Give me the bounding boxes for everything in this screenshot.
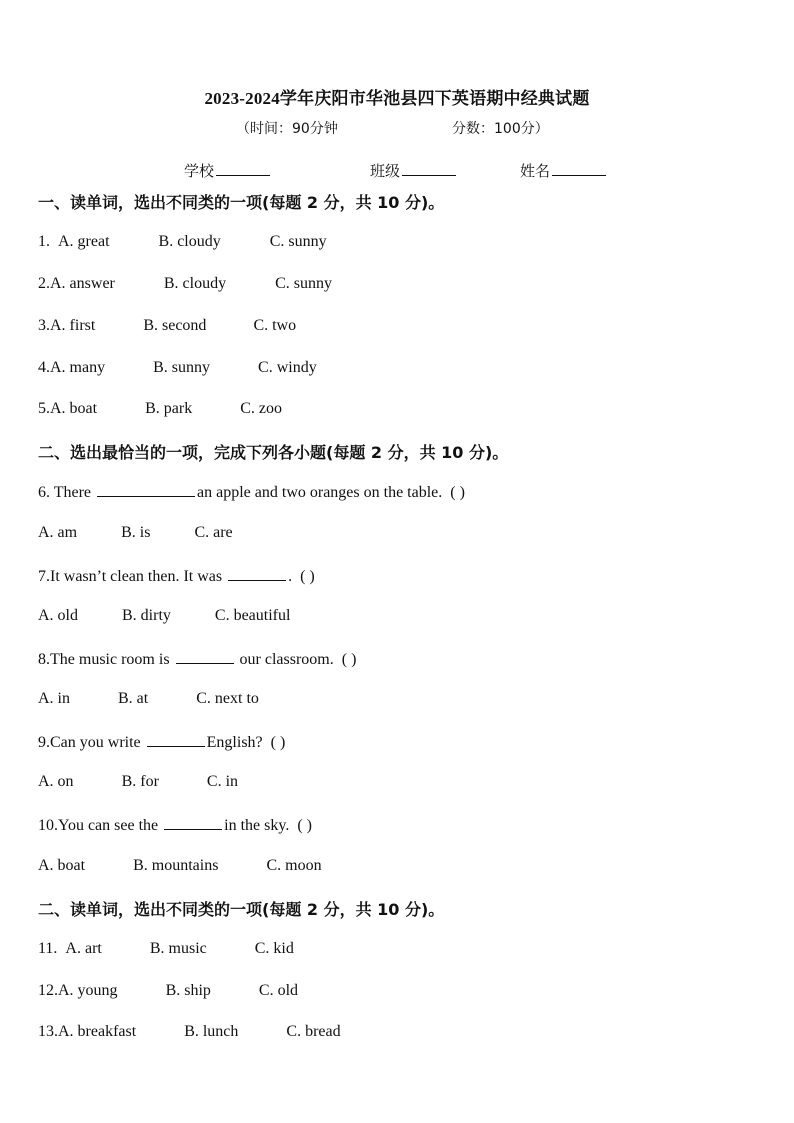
answer-blank[interactable] xyxy=(164,815,222,830)
section-title: 一、读单词，选出不同类的一项(每题 2 分，共 10 分)。 xyxy=(38,193,445,212)
option-b[interactable]: B. mountains xyxy=(133,857,219,874)
question-13 xyxy=(38,1023,341,1041)
school-field xyxy=(184,160,270,181)
option-c[interactable]: C. in xyxy=(206,773,239,790)
question-number: 10. xyxy=(38,817,58,834)
class-label: 班级 xyxy=(370,162,401,180)
option-a[interactable]: A. boat xyxy=(38,857,86,874)
question-9-options xyxy=(38,773,238,791)
answer-blank[interactable] xyxy=(97,482,195,497)
option-a[interactable]: A. am xyxy=(38,524,78,541)
question-7-options xyxy=(38,607,290,625)
question-number: 9. xyxy=(38,734,50,751)
question-3 xyxy=(38,317,296,335)
section-title: 二、选出最恰当的一项，完成下列各小题(每题 2 分，共 10 分)。 xyxy=(38,443,509,462)
option-b[interactable]: B. sunny xyxy=(153,359,211,376)
name-field xyxy=(520,160,606,181)
option-c[interactable]: C. zoo xyxy=(240,400,282,417)
exam-time: （时间：90分钟 xyxy=(236,121,338,137)
question-12 xyxy=(38,982,298,1000)
option-b[interactable]: B. cloudy xyxy=(163,275,227,292)
option-c[interactable]: C. bread xyxy=(286,1023,341,1040)
answer-paren[interactable]: ( ) xyxy=(270,734,286,751)
question-2 xyxy=(38,275,332,293)
option-c[interactable]: C. moon xyxy=(266,857,322,874)
option-a[interactable]: A. on xyxy=(38,773,74,790)
answer-blank[interactable] xyxy=(147,732,205,747)
question-text-after: . xyxy=(288,568,293,585)
name-label: 姓名 xyxy=(520,162,551,180)
option-b[interactable]: B. for xyxy=(121,773,159,790)
section-title: 二、读单词，选出不同类的一项(每题 2 分，共 10 分)。 xyxy=(38,900,445,919)
option-c[interactable]: C. sunny xyxy=(275,275,332,292)
question-9 xyxy=(38,732,285,752)
question-text-after: in the sky. xyxy=(224,817,290,834)
option-a[interactable]: A. young xyxy=(58,982,118,999)
option-b[interactable]: B. at xyxy=(118,690,149,707)
option-a[interactable]: A. first xyxy=(50,317,96,334)
question-number: 11. xyxy=(38,940,58,957)
option-b[interactable]: B. park xyxy=(145,400,193,417)
question-6-options xyxy=(38,524,233,542)
option-b[interactable]: B. cloudy xyxy=(158,233,221,250)
option-c[interactable]: C. windy xyxy=(258,359,317,376)
option-c[interactable]: C. sunny xyxy=(269,233,327,250)
class-blank[interactable] xyxy=(402,161,456,176)
question-text-before: There xyxy=(50,484,96,501)
question-number: 12. xyxy=(38,982,58,999)
option-b[interactable]: B. second xyxy=(143,317,207,334)
answer-paren[interactable]: ( ) xyxy=(450,484,465,501)
option-c[interactable]: C. old xyxy=(258,982,299,999)
question-8-options xyxy=(38,690,259,708)
exam-score: 分数：100分） xyxy=(452,121,549,137)
question-5 xyxy=(38,400,282,418)
page-title: 2023-2024学年庆阳市华池县四下英语期中经典试题 xyxy=(204,89,590,108)
option-a[interactable]: A. breakfast xyxy=(58,1023,137,1040)
option-c[interactable]: C. next to xyxy=(196,690,259,707)
question-7 xyxy=(38,566,315,586)
question-4 xyxy=(38,359,317,377)
option-c[interactable]: C. beautiful xyxy=(214,607,291,624)
option-a[interactable]: A. boat xyxy=(50,400,98,417)
question-number: 3. xyxy=(38,317,50,334)
question-6 xyxy=(38,482,465,502)
option-b[interactable]: B. music xyxy=(149,940,207,957)
question-number: 5. xyxy=(38,400,50,417)
question-text-before: The music room is xyxy=(50,651,174,668)
option-b[interactable]: B. lunch xyxy=(184,1023,239,1040)
question-10 xyxy=(38,815,312,835)
option-a[interactable]: A. old xyxy=(38,607,78,624)
option-a[interactable]: A. great xyxy=(58,233,110,250)
question-text-before: Can you write xyxy=(50,734,145,751)
question-8 xyxy=(38,649,356,669)
school-label: 学校 xyxy=(184,162,215,180)
question-number: 2. xyxy=(38,275,50,292)
question-number: 4. xyxy=(38,359,50,376)
question-number: 8. xyxy=(38,651,50,668)
question-number: 7. xyxy=(38,568,50,585)
option-c[interactable]: C. two xyxy=(253,317,297,334)
option-b[interactable]: B. dirty xyxy=(122,607,171,624)
name-blank[interactable] xyxy=(552,161,606,176)
question-number: 6. xyxy=(38,484,50,501)
option-c[interactable]: C. are xyxy=(194,524,233,541)
option-b[interactable]: B. is xyxy=(121,524,151,541)
answer-paren[interactable]: ( ) xyxy=(297,817,312,834)
question-text-after: an apple and two oranges on the table. xyxy=(197,484,443,501)
answer-paren[interactable]: ( ) xyxy=(341,651,357,668)
question-text-after: English? xyxy=(206,734,263,751)
option-a[interactable]: A. answer xyxy=(50,275,115,292)
answer-paren[interactable]: ( ) xyxy=(300,568,315,585)
question-1 xyxy=(38,233,327,251)
option-a[interactable]: A. in xyxy=(38,690,70,707)
question-text-before: It wasn’t clean then. It was xyxy=(50,568,227,585)
option-a[interactable]: A. many xyxy=(50,359,106,376)
question-10-options xyxy=(38,857,322,875)
class-field xyxy=(370,160,456,181)
option-a[interactable]: A. art xyxy=(65,940,102,957)
option-b[interactable]: B. ship xyxy=(165,982,211,999)
question-11 xyxy=(38,940,294,958)
question-number: 1. xyxy=(38,233,50,250)
question-number: 13. xyxy=(38,1023,58,1040)
question-text-before: You can see the xyxy=(58,817,163,834)
answer-blank[interactable] xyxy=(228,566,286,581)
school-blank[interactable] xyxy=(216,161,270,176)
option-c[interactable]: C. kid xyxy=(254,940,294,957)
answer-blank[interactable] xyxy=(176,649,234,664)
question-text-after: our classroom. xyxy=(235,651,334,668)
